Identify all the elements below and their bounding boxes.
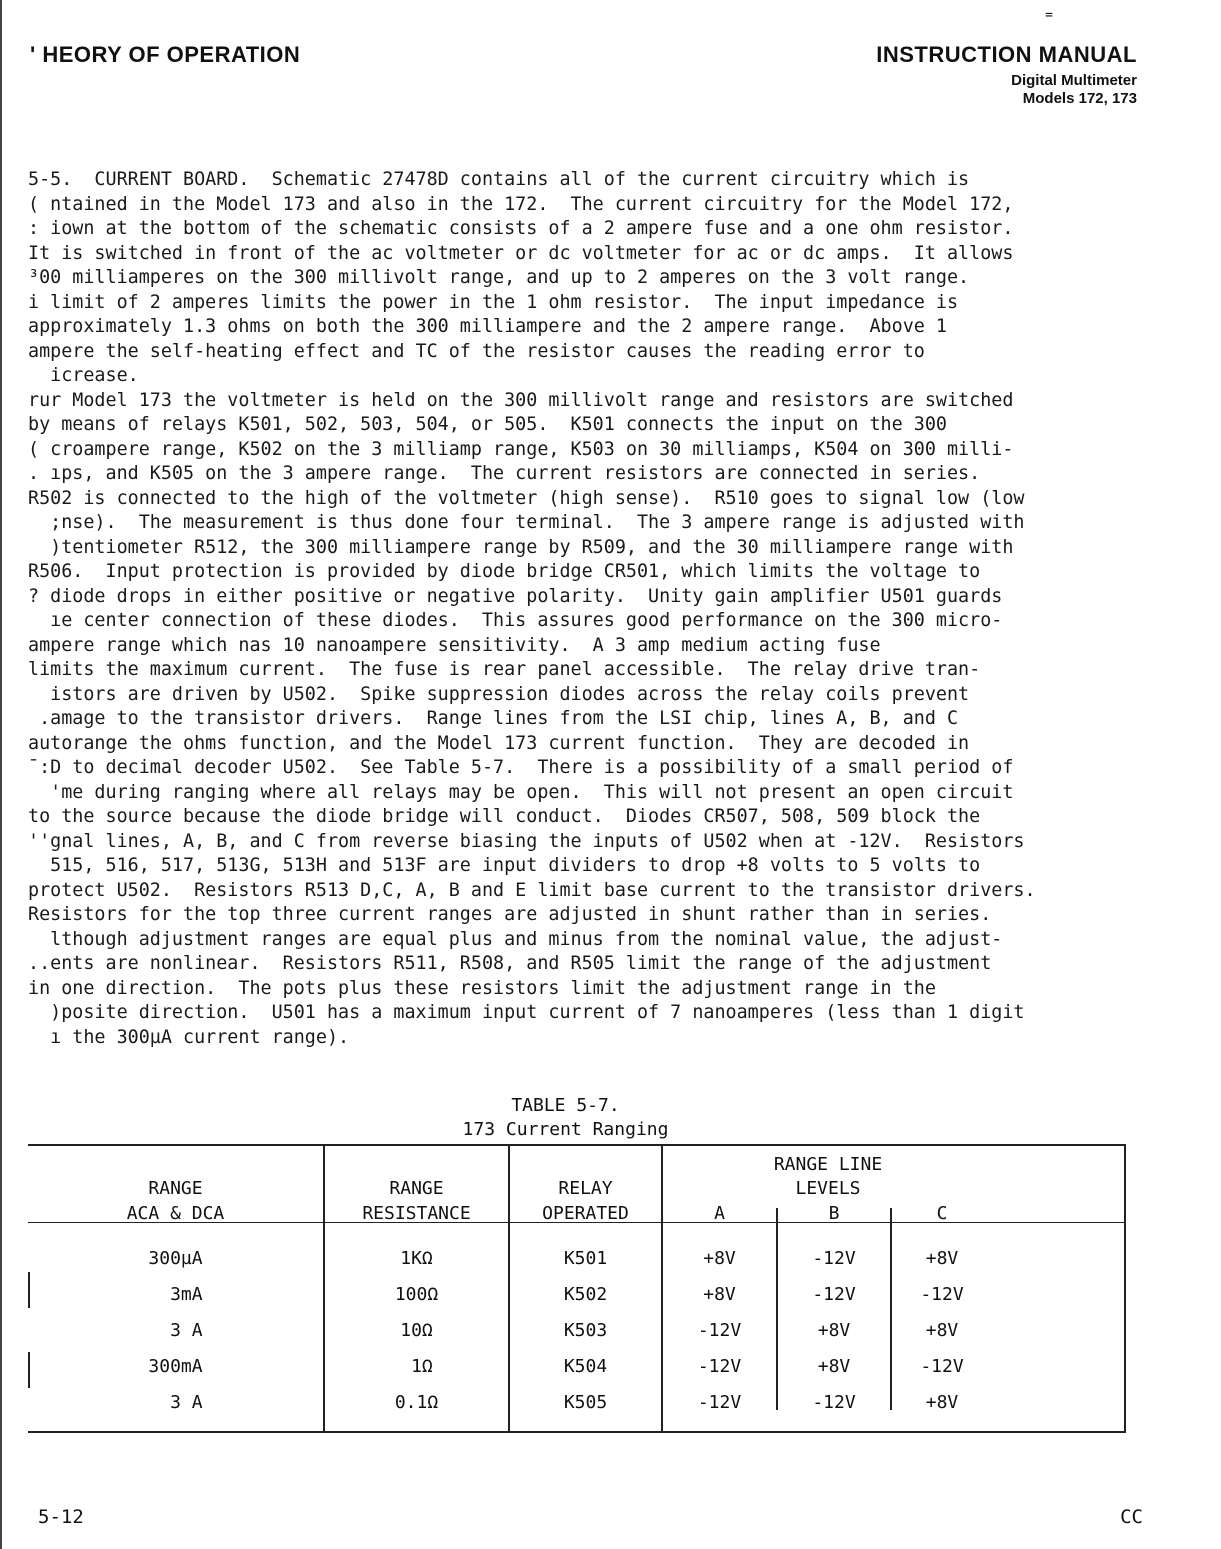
body-line: ? diode drops in either positive or negative polarity. Unity gain amplifier U501 guards [28, 585, 1003, 607]
column-divider [776, 1208, 778, 1410]
body-line: . ıps, and K505 on the 3 ampere range. The current resistors are connected in series. [28, 463, 981, 484]
body-paragraphs [28, 168, 1138, 1050]
cell-resistance: 1Ω [400, 1356, 433, 1377]
cell-level-a: +8V [703, 1248, 736, 1269]
cell-level-b: -12V [812, 1248, 856, 1269]
body-line: ampere the self-heating effect and TC of the resistor causes the reading error to [28, 340, 925, 362]
cell-relay: K505 [563, 1392, 608, 1413]
cell-level-c: +8V [925, 1248, 959, 1269]
body-line: istors are driven by U502. Spike suppression diodes across the relay coils prevent [28, 683, 970, 705]
column-divider [890, 1208, 892, 1410]
header-col-c: C [936, 1203, 948, 1224]
cell-range: 3mA [148, 1284, 203, 1305]
body-line: by means of relays K501, 502, 503, 504, or 505. K501 connects the input on the 300 [28, 414, 947, 435]
body-line: ;nse). The measurement is thus done four terminal. The 3 ampere range is adjusted with [28, 512, 1025, 533]
table-caption: 173 Current Ranging [462, 1119, 669, 1140]
body-line: ..ents are nonlinear. Resistors R511, R508, and R505 limit the range of the adjustment [28, 953, 992, 974]
body-line: i limit of 2 amperes limits the power in the 1 ohm resistor. The input impedance is [28, 291, 959, 313]
cell-level-a: -12V [697, 1392, 742, 1413]
table-title [0, 1094, 1131, 1142]
body-line: 5-5. CURRENT BOARD. Schematic 27478D contains all of the current circuitry which is [28, 169, 970, 190]
body-line: )posite direction. U501 has a maximum input current of 7 nanoamperes (less than 1 digit [28, 1002, 1025, 1023]
body-line: Resistors for the top three current ranges are adjusted in shunt rather than in series. [28, 904, 992, 925]
body-line: to the source because the diode bridge will conduct. Diodes CR507, 508, 509 block the [28, 806, 981, 827]
cell-level-a: -12V [697, 1356, 742, 1377]
table-number: TABLE 5-7. [511, 1095, 620, 1116]
change-bar [28, 1272, 30, 1308]
body-line: protect U502. Resistors R513 D,C, A, B and E limit base current to the transistor drivers. [28, 879, 1036, 901]
cell-level-c: -12V [920, 1284, 964, 1305]
product-name: Digital Multimeter [1011, 72, 1137, 89]
body-line: R506. Input protection is provided by diode bridge CR501, which limits the voltage to [28, 561, 981, 582]
body-line: limits the maximum current. The fuse is rear panel accessible. The relay drive tran- [28, 659, 981, 680]
section-title: ' HEORY OF OPERATION [30, 42, 301, 67]
header-col-b: B [828, 1203, 840, 1224]
cell-level-b: +8V [817, 1320, 851, 1341]
cell-relay: K504 [563, 1356, 608, 1377]
cell-resistance: 1KΩ [400, 1248, 433, 1269]
cell-relay: K503 [563, 1320, 608, 1341]
cell-level-c: +8V [925, 1392, 959, 1413]
header-relay: RELAY [558, 1178, 613, 1199]
body-line: ''gnal lines, A, B, and C from reverse biasing the inputs of U502 when at -12V. Resistors [28, 830, 1025, 852]
body-line: autorange the ohms function, and the Model 173 current function. They are decoded in [28, 732, 970, 754]
body-line: rur Model 173 the voltmeter is held on the 300 millivolt range and resistors are switched [28, 389, 1014, 411]
manual-header [876, 42, 1137, 107]
body-line: 'me during ranging where all relays may be open. This will not present an open circuit [28, 781, 1014, 803]
header-range: RANGE [148, 1178, 203, 1199]
body-line: It is switched in front of the ac voltmeter or dc voltmeter for ac or dc amps. It allows [28, 242, 1014, 264]
body-line: ( croampere range, K502 on the 3 milliamp range, K503 on 30 milliamps, K504 on 300 milli- [28, 438, 1014, 460]
table-top-rule [28, 1144, 1126, 1146]
header-relay-sub: OPERATED [542, 1203, 629, 1224]
cell-range: 300mA [148, 1356, 203, 1377]
header-levels: LEVELS [795, 1178, 861, 1199]
cell-resistance: 100Ω [394, 1284, 439, 1305]
cell-relay: K502 [563, 1284, 608, 1305]
change-bar [28, 1352, 30, 1388]
body-line: icrease. [28, 365, 139, 386]
body-line: )tentiometer R512, the 300 milliampere range by R509, and the 30 milliampere range with [28, 536, 1014, 558]
cell-resistance: 0.1Ω [394, 1392, 439, 1413]
cell-relay: K501 [563, 1248, 608, 1269]
body-line: lthough adjustment ranges are equal plus and minus from the nominal value, the adjust- [28, 928, 1003, 950]
body-line: ıe center connection of these diodes. This assures good performance on the 300 micro- [28, 610, 1003, 631]
header-resistance: RANGE [389, 1178, 444, 1199]
header-range-sub: ACA & DCA [126, 1203, 225, 1224]
body-line: approximately 1.3 ohms on both the 300 milliampere and the 2 ampere range. Above 1 [28, 316, 947, 337]
cell-level-b: +8V [817, 1356, 851, 1377]
header-range-line: RANGE LINE [773, 1154, 883, 1175]
cell-level-a: -12V [697, 1320, 742, 1341]
cell-level-a: +8V [703, 1284, 736, 1305]
body-line: R502 is connected to the high of the voltmeter (high sense). R510 goes to signal low (low [28, 487, 1025, 509]
body-line: ı the 300µA current range). [28, 1026, 350, 1048]
body-line: : iown at the bottom of the schematic consists of a 2 ampere fuse and a one ohm resistor. [28, 218, 1014, 239]
cell-range: 3 A [148, 1320, 203, 1341]
header-col-a: A [714, 1203, 725, 1224]
cell-range: 3 A [148, 1392, 203, 1413]
body-line: in one direction. The pots plus these resistors limit the adjustment range in the [28, 977, 936, 999]
cell-level-c: +8V [925, 1320, 959, 1341]
body-line: ( ntained in the Model 173 and also in the 172. The current circuitry for the Model 172, [28, 193, 1014, 215]
body-line: ampere range which nas 10 nanoampere sensitivity. A 3 amp medium acting fuse [28, 634, 881, 656]
model-numbers: Models 172, 173 [1022, 90, 1137, 107]
cell-level-b: -12V [812, 1284, 856, 1305]
body-line: ³00 milliamperes on the 300 millivolt range, and up to 2 amperes on the 3 volt range. [28, 267, 970, 288]
header-resistance-sub: RESISTANCE [362, 1203, 471, 1224]
body-line: ¯:D to decimal decoder U502. See Table 5-7. There is a possibility of a small period of [28, 757, 1014, 778]
footer-code: CC [1120, 1506, 1143, 1528]
column-divider [1124, 1144, 1126, 1433]
body-line: 515, 516, 517, 513G, 513H and 513F are input dividers to drop +8 volts to 5 volts to [28, 855, 981, 876]
cell-level-b: -12V [812, 1392, 856, 1413]
body-line: .amage to the transistor drivers. Range lines from the LSI chip, lines A, B, and C [28, 708, 959, 729]
current-ranging-table [28, 1144, 1126, 1434]
corner-mark: = [1045, 8, 1053, 23]
table-bottom-rule [28, 1431, 1126, 1433]
cell-level-c: -12V [920, 1356, 964, 1377]
cell-resistance: 10Ω [400, 1320, 433, 1341]
page-left-edge [0, 0, 2, 1549]
manual-title: INSTRUCTION MANUAL [876, 42, 1137, 67]
cell-range: 300µA [148, 1248, 203, 1269]
page-number: 5-12 [38, 1506, 84, 1528]
